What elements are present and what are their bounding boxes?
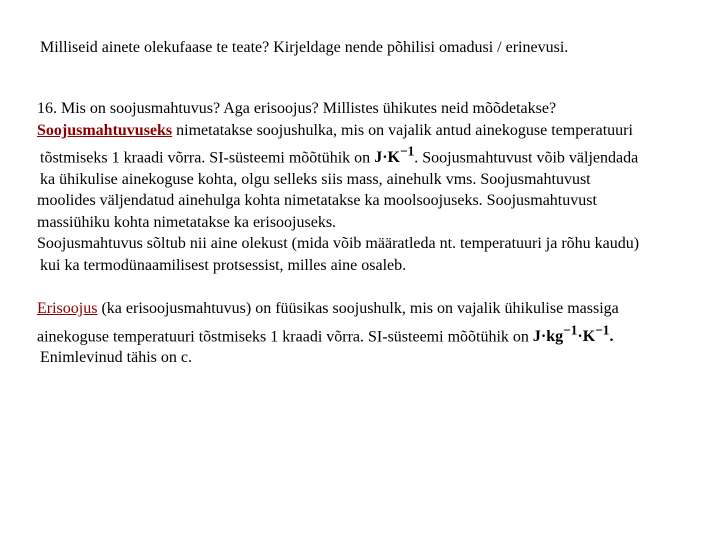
definition-line-3: ka ühikulise ainekoguse kohta, olgu selleks siis mass, ainehulk vms. Soojusmahtuvust (40, 170, 591, 188)
unit-j-per-kg-k (532, 322, 614, 345)
definition-line-2 (37, 141, 717, 169)
definition-line-2b: . Soojusmahtuvust võib väljendada (414, 149, 639, 167)
erisoojus-line-2a: ainekoguse temperatuuri tõstmiseks 1 kraadi võrra. SI-süsteemi mõõtühik on (37, 327, 533, 345)
unit-j-per-k (374, 144, 415, 167)
erisoojus-line-1-text: (ka erisoojusmahtuvus) on füüsikas soojushulk, mis on vajalik ühikulise massiga (97, 300, 619, 317)
unit-kg-exp: −1 (563, 322, 578, 338)
definition-line-1 (37, 120, 717, 142)
definition-line-2a: tõstmiseks 1 kraadi võrra. SI-süsteemi mõõtühik on (40, 149, 375, 167)
dependency-line-2: kui ka termodünaamilisest protsessist, milles aine osaleb. (40, 256, 407, 274)
unit-k-exp: −1 (595, 322, 610, 338)
erisoojus-line-3: Enimlevinud tähis on c. (40, 349, 192, 367)
erisoojus-line-2b: . (609, 327, 614, 345)
erisoojus-line-1 (37, 298, 717, 320)
term-erisoojus: Erisoojus (37, 300, 98, 317)
section-soojusmahtuvus (37, 98, 717, 276)
question-16-heading: 16. Mis on soojusmahtuvus? Aga erisoojus? Millistes ühikutes neid mõõdetakse? (37, 100, 557, 117)
unit-j-per-kg: J·kg (532, 327, 564, 345)
unit-j-per-k-base: J·K (374, 149, 400, 167)
erisoojus-line-2 (37, 320, 717, 348)
section-erisoojus (37, 298, 717, 369)
dependency-line-1: Soojusmahtuvus sõltub nii aine olekust (mida võib määratleda nt. temperatuuri ja rõhu kaudu) (37, 235, 640, 253)
top-question: Milliseid ainete olekufaase te teate? Kirjeldage nende põhilisi omadusi / erinevusi. (40, 39, 569, 56)
definition-line-4: moolides väljendatud ainehulga kohta nimetatakse ka moolsoojuseks. Soojusmahtuvust (37, 192, 597, 210)
unit-k: ·K (577, 327, 596, 345)
term-soojusmahtuvus: Soojusmahtuvuseks (37, 121, 173, 139)
unit-j-per-k-exp: −1 (399, 144, 415, 159)
definition-line-1-text: nimetatakse soojushulka, mis on vajalik antud ainekoguse temperatuuri (172, 121, 633, 139)
definition-line-5: massiühiku kohta nimetatakse ka erisoojuseks. (37, 213, 337, 231)
